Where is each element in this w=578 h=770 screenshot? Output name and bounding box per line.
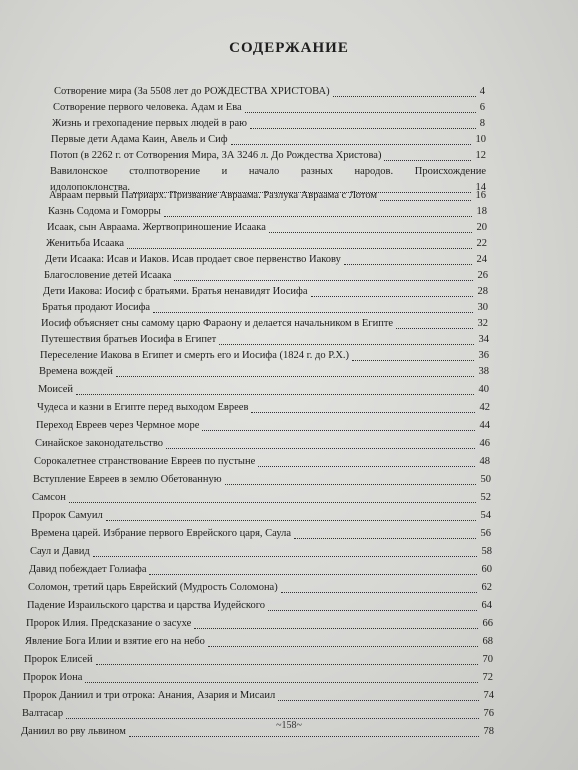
toc-entry xyxy=(49,188,486,204)
toc-entry xyxy=(28,580,492,596)
toc-leader-dots xyxy=(166,447,475,449)
toc-entry-title: Пророк Иона xyxy=(23,672,83,683)
toc-entry xyxy=(39,364,489,380)
toc-leader-dots xyxy=(194,627,478,629)
toc-page-number: 48 xyxy=(479,456,490,467)
toc-leader-dots xyxy=(380,199,471,201)
toc-leader-dots xyxy=(93,555,477,557)
toc-page-number: 30 xyxy=(477,302,488,313)
toc-entry-title: Пророк Даниил и три отрока: Анания, Азария и Мисаил xyxy=(23,690,276,701)
toc-entry-title: Путешествия братьев Иосифа в Египет xyxy=(41,334,217,345)
toc-entry-title: Пророк Самуил xyxy=(32,510,103,521)
toc-entry-title: Жизнь и грехопадение первых людей в раю xyxy=(52,118,247,129)
toc-page-number: 34 xyxy=(478,334,489,345)
toc-page-number: 8 xyxy=(479,118,485,129)
toc-entry xyxy=(25,634,493,650)
toc-leader-dots xyxy=(85,681,478,683)
toc-leader-dots xyxy=(116,375,474,377)
toc-page-number: 54 xyxy=(480,510,491,521)
toc-entry-title: Валтасар xyxy=(22,708,64,719)
toc-entry xyxy=(41,332,489,348)
toc-entry-title: Иосиф объясняет сны самому царю Фараону и делается начальником в Египте xyxy=(41,318,394,329)
toc-leader-dots xyxy=(231,143,471,145)
toc-entry xyxy=(27,598,492,614)
toc-entry xyxy=(34,454,490,470)
toc-entry-title: Женитьба Исаака xyxy=(46,238,125,249)
toc-entry-title: Дети Исаака: Исав и Иаков. Исав продает свое первенство Иакову xyxy=(45,254,341,265)
toc-entry xyxy=(47,220,487,236)
page-title: СОДЕРЖАНИЕ xyxy=(229,40,349,56)
toc-leader-dots xyxy=(69,501,476,503)
toc-entry-title: Вавилонское столпотворение и начало разных народов. Происхождение xyxy=(50,166,486,177)
toc-entry-title: Падение Израильского царства и царства Иудейского xyxy=(27,600,266,611)
toc-page-number: 72 xyxy=(482,672,493,683)
toc-entry-title: Казнь Содома и Гоморры xyxy=(48,206,161,217)
toc-page-number: 44 xyxy=(479,420,490,431)
toc-entry xyxy=(54,84,485,100)
toc-leader-dots xyxy=(269,231,472,233)
toc-leader-dots xyxy=(208,645,478,647)
toc-leader-dots xyxy=(311,295,473,297)
toc-leader-dots xyxy=(333,95,476,97)
toc-entry xyxy=(43,284,488,300)
toc-leader-dots xyxy=(225,483,476,485)
toc-page-number: 66 xyxy=(482,618,493,629)
toc-entry xyxy=(41,316,488,332)
toc-entry xyxy=(50,148,486,164)
toc-entry xyxy=(45,252,487,268)
toc-entry xyxy=(24,652,493,668)
toc-leader-dots xyxy=(219,343,474,345)
toc-leader-dots xyxy=(174,279,473,281)
toc-leader-dots xyxy=(344,263,472,265)
toc-leader-dots xyxy=(66,717,479,719)
toc-page-number: 78 xyxy=(483,726,494,737)
toc-entry-title: Исаак, сын Авраама. Жертвоприношение Исаака xyxy=(47,222,266,233)
toc-entry xyxy=(37,400,490,416)
toc-page-number: 28 xyxy=(477,286,488,297)
toc-page-number: 70 xyxy=(482,654,493,665)
toc-page-number: 12 xyxy=(475,150,486,161)
toc-page-number: 58 xyxy=(481,546,492,557)
toc-leader-dots xyxy=(352,359,474,361)
toc-page-number: 50 xyxy=(480,474,491,485)
toc-page-number: 46 xyxy=(479,438,490,449)
toc-entry xyxy=(26,616,493,632)
toc-entry-title: Времена царей. Избрание первого Еврейского царя, Саула xyxy=(31,528,292,539)
toc-leader-dots xyxy=(384,159,471,161)
toc-leader-dots xyxy=(202,429,475,431)
toc-entry-title: Благословение детей Исаака xyxy=(44,270,172,281)
toc-entry-title: Синайское законодательство xyxy=(35,438,163,449)
toc-entry xyxy=(42,300,488,316)
toc-leader-dots xyxy=(250,127,476,129)
toc-entry xyxy=(36,418,490,434)
toc-page-number: 68 xyxy=(482,636,493,647)
toc-entry-title: Авраам первый Патриарх. Призвание Авраама. Разлука Авраама с Лотом xyxy=(49,190,378,201)
toc-page-number: 26 xyxy=(477,270,488,281)
toc-leader-dots xyxy=(76,393,474,395)
toc-page-number: 56 xyxy=(480,528,491,539)
toc-page-number: 6 xyxy=(479,102,485,113)
toc-entry xyxy=(44,268,488,284)
toc-entry xyxy=(23,670,493,686)
toc-page-number: 40 xyxy=(478,384,489,395)
toc-leader-dots xyxy=(149,573,477,575)
toc-leader-dots xyxy=(258,465,475,467)
toc-entry-title: Вступление Евреев в землю Обетованную xyxy=(33,474,222,485)
toc-entry xyxy=(29,562,492,578)
toc-entry-title: Самсон xyxy=(32,492,66,503)
toc-page-number: 14 xyxy=(475,182,486,193)
toc-page-number: 60 xyxy=(481,564,492,575)
toc-page-number: 36 xyxy=(478,350,489,361)
toc-entry xyxy=(48,204,487,220)
toc-page-number: 64 xyxy=(481,600,492,611)
toc-leader-dots xyxy=(245,111,476,113)
toc-leader-dots xyxy=(129,735,479,737)
toc-leader-dots xyxy=(96,663,478,665)
toc-entry xyxy=(53,100,485,116)
toc-leader-dots xyxy=(106,519,476,521)
toc-page-number: 20 xyxy=(476,222,487,233)
toc-page-number: 24 xyxy=(476,254,487,265)
toc-entry-title: Давид побеждает Голиафа xyxy=(29,564,147,575)
toc-entry xyxy=(38,382,489,398)
toc-entry xyxy=(51,132,486,148)
toc-entry-title: Переход Евреев через Чермное море xyxy=(36,420,200,431)
toc-page-number: 10 xyxy=(475,134,486,145)
toc-leader-dots xyxy=(127,247,472,249)
toc-leader-dots xyxy=(281,591,477,593)
toc-entry-title: Даниил во рву львином xyxy=(21,726,126,737)
toc-entry-title: Чудеса и казни в Египте перед выходом Евреев xyxy=(37,402,249,413)
toc-entry-title: Саул и Давид xyxy=(30,546,90,557)
toc-entry-title: Явление Бога Илии и взятие его на небо xyxy=(25,636,205,647)
toc-entry-title: Пророк Илия. Предсказание о засухе xyxy=(26,618,192,629)
toc-leader-dots xyxy=(268,609,477,611)
toc-entry xyxy=(32,490,491,506)
toc-entry-title: Первые дети Адама Каин, Авель и Сиф xyxy=(51,134,228,145)
toc-entry-title: Сорокалетнее странствование Евреев по пустыне xyxy=(34,456,256,467)
toc-leader-dots xyxy=(251,411,475,413)
toc-entry-title: Соломон, третий царь Еврейский (Мудрость Соломона) xyxy=(28,582,278,593)
toc-page-number: 22 xyxy=(476,238,487,249)
toc-entry-title: Моисей xyxy=(38,384,74,395)
toc-entry-title: Времена вождей xyxy=(39,366,113,377)
toc-entry-title-continued: идолопоклонства. xyxy=(50,182,130,193)
toc-entry-title: Сотворение первого человека. Адам и Ева xyxy=(53,102,242,113)
toc-page-number: 74 xyxy=(483,690,494,701)
toc-entry xyxy=(32,508,491,524)
toc-entry xyxy=(23,688,494,704)
toc-entry-title: Потоп (в 2262 г. от Сотворения Мира, ЗА 3246 л. До Рождества Христова) xyxy=(50,150,382,161)
toc-leader-dots xyxy=(278,699,479,701)
toc-page-number: 76 xyxy=(483,708,494,719)
toc-page-number: 32 xyxy=(477,318,488,329)
toc-entry xyxy=(31,526,491,542)
toc-entry xyxy=(35,436,490,452)
toc-entry xyxy=(33,472,491,488)
toc-page-number: 38 xyxy=(478,366,489,377)
toc-leader-dots xyxy=(396,327,473,329)
toc-entry-title: Сотворение мира (За 5508 лет до РОЖДЕСТВА ХРИСТОВА) xyxy=(54,86,330,97)
toc-leader-dots xyxy=(164,215,472,217)
toc-page-number: 42 xyxy=(479,402,490,413)
toc-entry xyxy=(30,544,492,560)
toc-entry xyxy=(46,236,487,252)
toc-entry-title: Дети Иакова: Иосиф с братьями. Братья ненавидят Иосифа xyxy=(43,286,308,297)
toc-page-number: 18 xyxy=(476,206,487,217)
toc-entry xyxy=(52,116,485,132)
toc-page-number: 4 xyxy=(479,86,485,97)
toc-entry xyxy=(40,348,489,364)
toc-entry-title: Братья продают Иосифа xyxy=(42,302,151,313)
toc-leader-dots xyxy=(153,311,473,313)
toc-page-number: 16 xyxy=(475,190,486,201)
toc-entry-title: Пророк Елисей xyxy=(24,654,93,665)
toc-leader-dots xyxy=(294,537,476,539)
page-number: ~158~ xyxy=(276,720,302,731)
toc-entry-title: Переселение Иакова в Египет и смерть его и Иосифа (1824 г. до Р.Х.) xyxy=(40,350,350,361)
toc-page-number: 62 xyxy=(481,582,492,593)
toc-page-number: 52 xyxy=(480,492,491,503)
